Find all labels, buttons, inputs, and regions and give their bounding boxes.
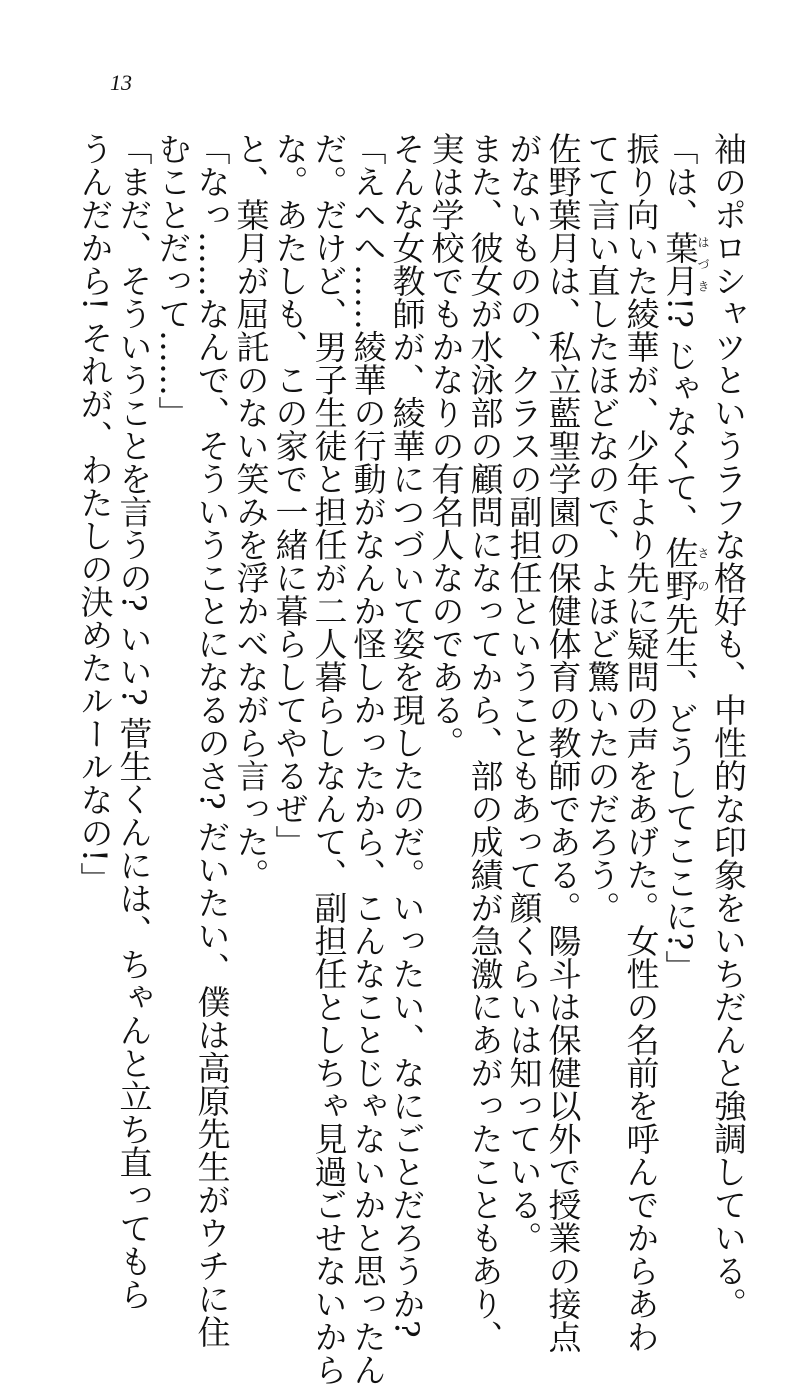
text-line: な。あたしも、この家で一緒に暮らしてやるぜ」 bbox=[270, 132, 310, 858]
body-text bbox=[68, 132, 748, 1386]
text-line: てて言い直したほどなので、よほど驚いたのだろう。 bbox=[582, 132, 622, 924]
text-line: がないものの、クラスの副担任ということもあって顔くらいは知っている。 bbox=[504, 132, 544, 1254]
text-fragment: 先生、どうしてここに?」 bbox=[660, 602, 700, 984]
text-line: むことだって……」 bbox=[153, 132, 193, 429]
text-line: 実は学校でもかなりの有名人なのである。 bbox=[426, 132, 466, 759]
ruby-hazuki: 葉月はづき bbox=[660, 231, 710, 297]
text-line: 振り向いた綾華が、少年より先に疑問の声をあげた。女性の名前を呼んでからあわ bbox=[621, 132, 661, 1353]
text-line: 「まだ、そういうことを言うの? いい? 菅生くんには、ちゃんと立ち直ってもら bbox=[114, 132, 154, 1311]
text-fragment: 「は、 bbox=[660, 132, 700, 231]
text-line: 「えへへ……綾華の行動がなんか怪しかったから、こんなことじゃないかと思ったん bbox=[348, 132, 388, 1386]
ruby-sano: 佐野さの bbox=[660, 536, 710, 603]
text-line-with-ruby bbox=[661, 132, 710, 1172]
text-line: 「なっ……なんで、そういうことになるのさ? だいたい、僕は高原先生がウチに住 bbox=[192, 132, 232, 1349]
page-number: 13 bbox=[110, 70, 132, 95]
text-line: 袖のポロシャツというラフな格好も、中性的な印象をいちだんと強調している。 bbox=[709, 132, 748, 1320]
text-line: と、葉月が屈託のない笑みを浮かべながら言った。 bbox=[231, 132, 271, 891]
text-line: また、彼女が水泳部の顧問になってから、部の成績が急激にあがったこともあり、 bbox=[465, 132, 505, 1353]
text-line: 佐野葉月は、私立藍聖学園の保健体育の教師である。陽斗は保健以外で授業の接点 bbox=[543, 132, 583, 1353]
text-fragment: !? じゃなくて、 bbox=[660, 297, 700, 537]
text-line: うんだから! それが、わたしの決めたルールなの!」 bbox=[75, 132, 115, 896]
text-line: だ。だけど、男子生徒と担任が二人暮らしなんて、副担任としちゃ見過ごせないから bbox=[309, 132, 349, 1386]
text-line: そんな女教師が、綾華につづいて姿を現したのだ。いったい、なにごとだろうか? bbox=[387, 132, 427, 1338]
